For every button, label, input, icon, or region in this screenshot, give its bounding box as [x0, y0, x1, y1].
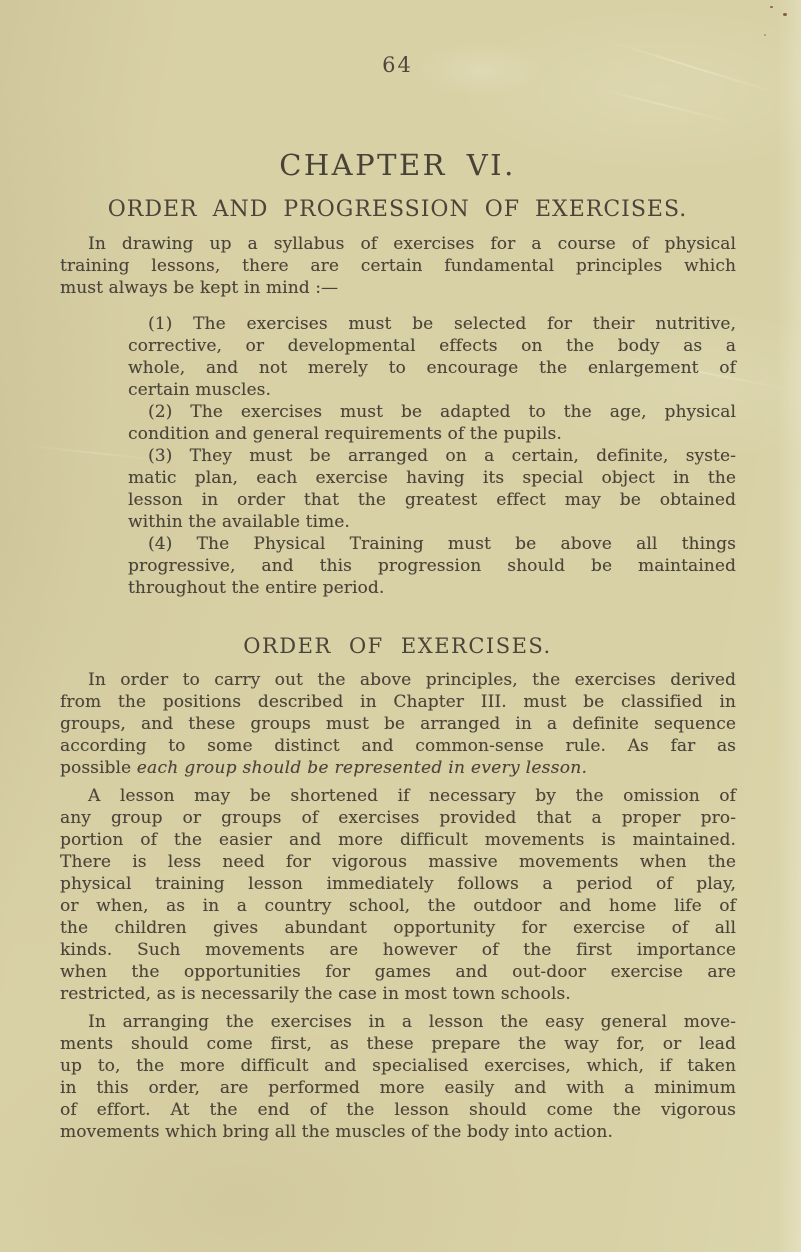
text-line: in this order, are performed more easily and with a minimum — [60, 1078, 736, 1098]
text-line: matic plan, each exercise having its special object in the — [128, 468, 736, 488]
text-line: corrective, or developmental effects on the body as a — [128, 336, 736, 356]
text-line: movements which bring all the muscles of the body into action. — [60, 1122, 613, 1142]
text-line: according to some distinct and common-sense rule. As far as — [60, 736, 736, 756]
text-line: A lesson may be shortened if necessary by the omission of — [88, 786, 736, 806]
numbered-item-4 — [128, 533, 736, 599]
text-line: certain muscles. — [128, 380, 272, 400]
chapter-subheading: ORDER AND PROGRESSION OF EXERCISES. — [107, 197, 688, 222]
order-principles-paragraph — [60, 669, 736, 779]
numbered-item-2 — [128, 401, 736, 445]
text-line: from the positions described in Chapter III. must be classified in — [60, 692, 736, 712]
text-line: possible each group should be represented in every lesson. — [60, 758, 588, 778]
text-line: ments should come first, as these prepare the way for, or lead — [60, 1034, 736, 1054]
text-line: groups, and these groups must be arranged in a definite sequence — [60, 714, 736, 734]
text-line: In drawing up a syllabus of exercises for a course of physical — [88, 234, 736, 254]
section-text-block — [60, 669, 736, 1143]
text-line: progressive, and this progression should be maintained — [128, 556, 736, 576]
text-line: (3) They must be arranged on a certain, definite, syste- — [148, 446, 736, 466]
text-line: kinds. Such movements are however of the first importance — [60, 940, 736, 960]
text-line: (2) The exercises must be adapted to the age, physical — [148, 402, 736, 422]
lesson-shortening-paragraph — [60, 785, 736, 1005]
text-line: (4) The Physical Training must be above all things — [148, 534, 736, 554]
text-line: physical training lesson immediately follows a period of play, — [60, 874, 736, 894]
text-line: of effort. At the end of the lesson should come the vigorous — [60, 1100, 736, 1120]
text-line: throughout the entire period. — [128, 578, 385, 598]
text-line: within the available time. — [128, 512, 350, 532]
intro-paragraph — [60, 233, 736, 299]
text-line: the children gives abundant opportunity for exercise of all — [60, 918, 736, 938]
text-line: restricted, as is necessarily the case in most town schools. — [60, 984, 571, 1004]
text-line: must always be kept in mind :— — [60, 278, 339, 298]
section-heading: ORDER OF EXERCISES. — [243, 634, 552, 658]
text-line: (1) The exercises must be selected for their nutritive, — [148, 314, 736, 334]
text-line: In order to carry out the above principles, the exercises derived — [88, 670, 736, 690]
text-line: training lessons, there are certain fundamental principles which — [60, 256, 736, 276]
arranging-exercises-paragraph — [60, 1011, 736, 1143]
text-line: There is less need for vigorous massive movements when the — [60, 852, 736, 872]
text-line: or when, as in a country school, the outdoor and home life of — [60, 896, 736, 916]
page-number: 64 — [382, 53, 413, 77]
intro-text-block — [60, 233, 736, 599]
text-line: portion of the easier and more difficult movements is maintained. — [60, 830, 736, 850]
numbered-item-3 — [128, 445, 736, 533]
text-line: lesson in order that the greatest effect may be obtained — [128, 490, 736, 510]
paper-speck — [770, 6, 773, 8]
chapter-heading: CHAPTER VI. — [279, 148, 516, 182]
text-line: condition and general requirements of the pupils. — [128, 424, 562, 444]
text-line: when the opportunities for games and out-door exercise are — [60, 962, 736, 982]
numbered-item-1 — [128, 313, 736, 401]
paper-speck — [783, 13, 787, 16]
paper-speck — [764, 34, 766, 36]
text-line: up to, the more difficult and specialised exercises, which, if taken — [60, 1056, 736, 1076]
paper-crease — [590, 86, 736, 124]
text-line: In arranging the exercises in a lesson the easy general move- — [88, 1012, 736, 1032]
text-line: whole, and not merely to encourage the enlargement of — [128, 358, 736, 378]
text-line: any group or groups of exercises provided that a proper pro- — [60, 808, 736, 828]
